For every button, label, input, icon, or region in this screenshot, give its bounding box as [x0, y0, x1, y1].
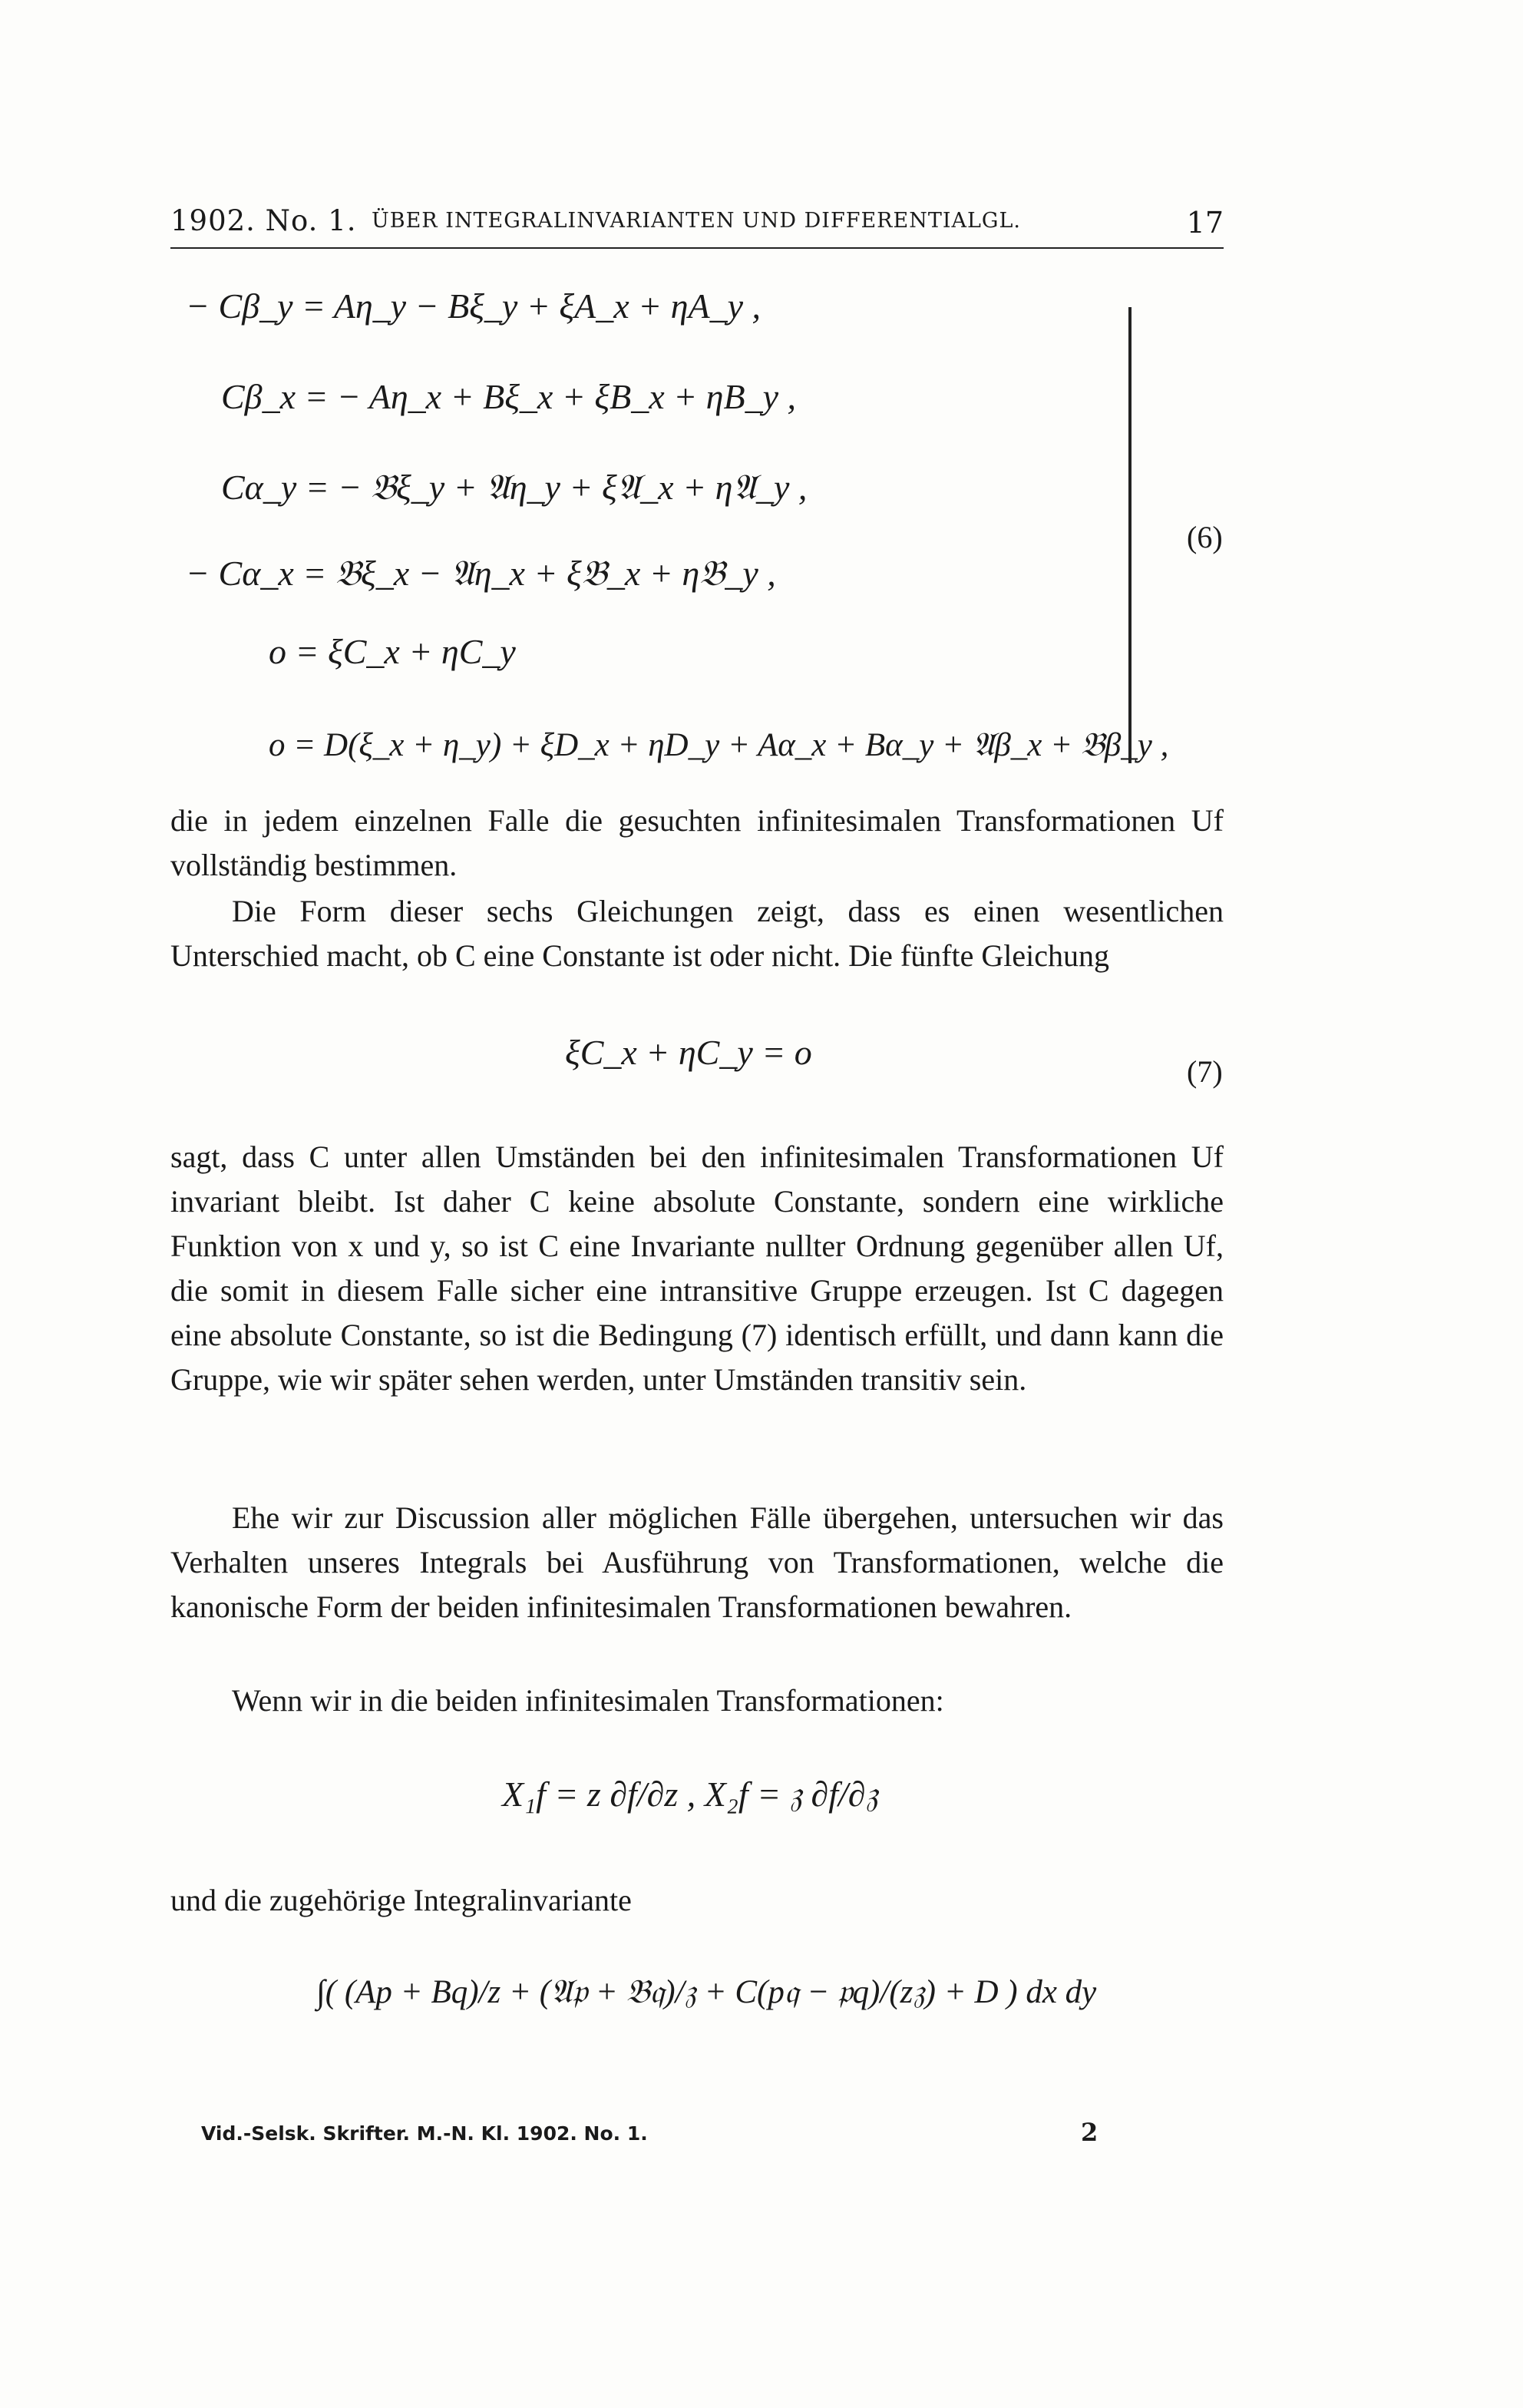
- signature-mark: 2: [1081, 2118, 1098, 2147]
- paragraph-6: und die zugehörige Integralinvariante: [170, 1883, 632, 1917]
- equation-6-line-3: Cα_y = − 𝔅ξ_y + 𝔄η_y + ξ𝔄_x + η𝔄_y ,: [221, 468, 808, 507]
- equation-6-line-1: − Cβ_y = Aη_y − Bξ_y + ξA_x + ηA_y ,: [186, 286, 761, 326]
- footer-publication: Vid.-Selsk. Skrifter. M.-N. Kl. 1902. No. 1.: [201, 2122, 648, 2145]
- equation-6-label: (6): [1187, 520, 1223, 554]
- paragraph-3: sagt, dass C unter allen Umständen bei den infinitesimalen Transformationen Uf invariant bleibt. Ist daher C keine absolute Constante, sondern eine wirkliche Funktion von x und y, so ist C eine Invariante nullter Ordnung gegenüber allen Uf, die somit in diesem Falle sicher eine intransitive Gruppe erzeugen. Ist C dagegen eine absolute Constante, so ist die Bedingung (7) identisch erfüllt, und dann kann die Gruppe, wie wir später sehen werden, unter Umständen transitiv sein.: [170, 1140, 1224, 1397]
- equation-6-line-2: Cβ_x = − Aη_x + Bξ_x + ξB_x + ηB_y ,: [221, 377, 796, 416]
- equation-group-bracket: [1119, 307, 1132, 763]
- paragraph-2: Die Form dieser sechs Gleichungen zeigt, dass es einen wesentlichen Unterschied macht, ob C eine Constante ist oder nicht. Die fünfte Gleichung: [170, 894, 1224, 973]
- equation-integral: ∫( (Ap + Bq)/z + (𝔄𝔭 + 𝔅𝔮)/𝔷 + C(p𝔮 − 𝔭q)/(z𝔷) + D ) dx dy: [316, 1974, 1097, 2010]
- equation-6-line-4: − Cα_x = 𝔅ξ_x − 𝔄η_x + ξ𝔅_x + η𝔅_y ,: [186, 554, 776, 593]
- equation-transformations: X₁f = z ∂f/∂z , X₂f = 𝔷 ∂f/∂𝔷: [502, 1775, 878, 1814]
- equation-6-line-6: o = D(ξ_x + η_y) + ξD_x + ηD_y + Aα_x + Bα_y + 𝔄β_x + 𝔅β_y ,: [269, 727, 1169, 763]
- page-header: [170, 201, 1224, 249]
- equation-6-line-5: o = ξC_x + ηC_y: [269, 632, 516, 671]
- paragraph-1: die in jedem einzelnen Falle die gesuchten infinitesimalen Transformationen Uf vollständig bestimmen.: [170, 803, 1224, 882]
- page-number: 17: [1186, 206, 1224, 240]
- paragraph-5: Wenn wir in die beiden infinitesimalen Transformationen:: [232, 1683, 944, 1718]
- equation-7-label: (7): [1187, 1054, 1223, 1089]
- paragraph-4: Ehe wir zur Discussion aller möglichen Fälle übergehen, untersuchen wir das Verhalten unseres Integrals bei Ausführung von Transformationen, welche die kanonische Form der beiden infinitesimalen Transformationen bewahren.: [170, 1500, 1224, 1624]
- header-title: ÜBER INTEGRALINVARIANTEN UND DIFFERENTIALGL.: [372, 209, 1021, 233]
- equation-7: ξC_x + ηC_y = o: [565, 1033, 812, 1072]
- header-year-number: 1902. No. 1.: [170, 204, 357, 237]
